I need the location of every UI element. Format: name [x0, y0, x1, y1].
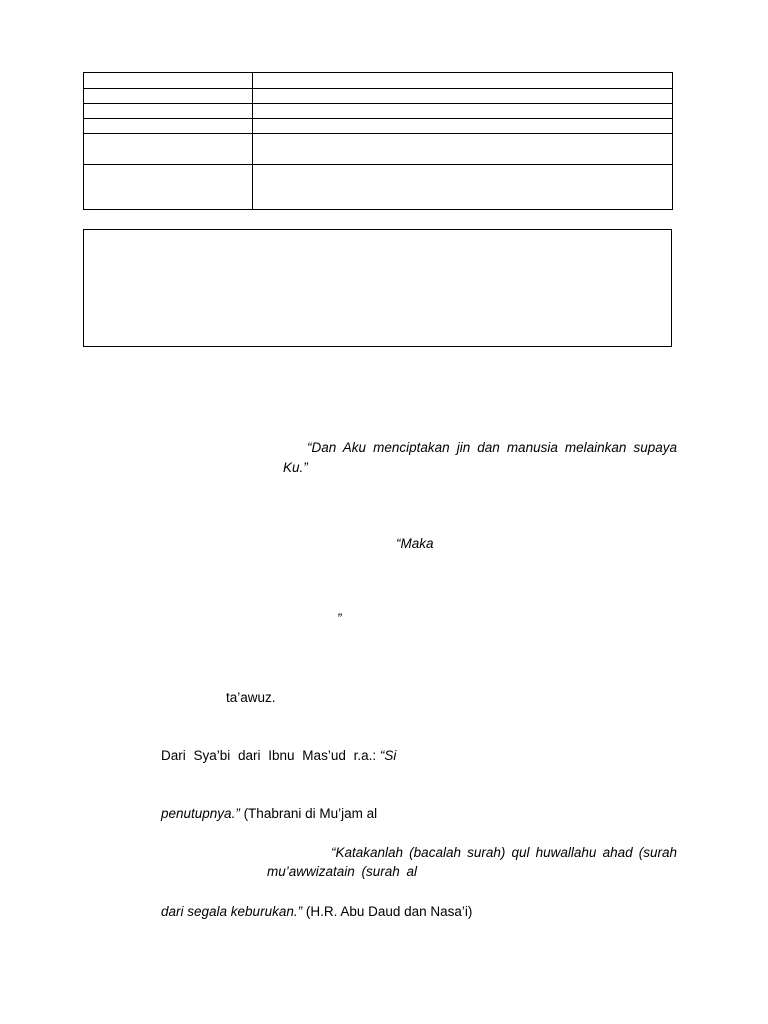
table-row — [84, 164, 673, 209]
hadith-line-5-source: (H.R. Abu Daud dan Nasa’i) — [302, 904, 473, 919]
table-cell — [253, 164, 673, 209]
table-cell — [84, 73, 253, 89]
table-cell — [253, 104, 673, 119]
hadith-line-1 — [161, 748, 396, 764]
table-cell — [253, 119, 673, 134]
table-cell — [84, 164, 253, 209]
hadith-line-5 — [161, 904, 472, 920]
hadith-line-3: “Katakanlah (bacalah surah) qul huwallahu ahad (surah — [331, 845, 677, 860]
hadith-line-1-quote: “Si — [379, 748, 397, 763]
text-line-taawuz: ta’awuz. — [226, 690, 276, 705]
table-cell — [84, 119, 253, 134]
quote-mark: ” — [337, 611, 342, 626]
table-row — [84, 119, 673, 134]
quote-line-1: “Dan Aku menciptakan jin dan manusia melainkan supaya — [307, 440, 677, 455]
table-cell — [84, 104, 253, 119]
hadith-line-1-text: Dari Sya’bi dari Ibnu Mas’ud r.a.: — [161, 748, 377, 763]
hadith-line-2-quote: penutupnya.” — [161, 806, 240, 821]
table-cell — [253, 134, 673, 164]
quote-line-3: “Maka — [396, 536, 434, 551]
table-row — [84, 134, 673, 164]
table-row — [84, 73, 673, 89]
content-box — [83, 229, 672, 347]
hadith-line-2 — [161, 806, 377, 822]
table-cell — [84, 89, 253, 104]
hadith-line-4: mu’awwizatain (surah al — [267, 864, 418, 879]
table-cell — [253, 73, 673, 89]
quote-line-2: Ku.” — [283, 460, 308, 475]
hadith-line-5-quote: dari segala keburukan.” — [161, 904, 303, 919]
table-row — [84, 104, 673, 119]
table-row — [84, 89, 673, 104]
table-cell — [253, 89, 673, 104]
info-table — [83, 72, 673, 210]
hadith-line-2-source: (Thabrani di Mu’jam al — [239, 806, 378, 821]
table-cell — [84, 134, 253, 164]
